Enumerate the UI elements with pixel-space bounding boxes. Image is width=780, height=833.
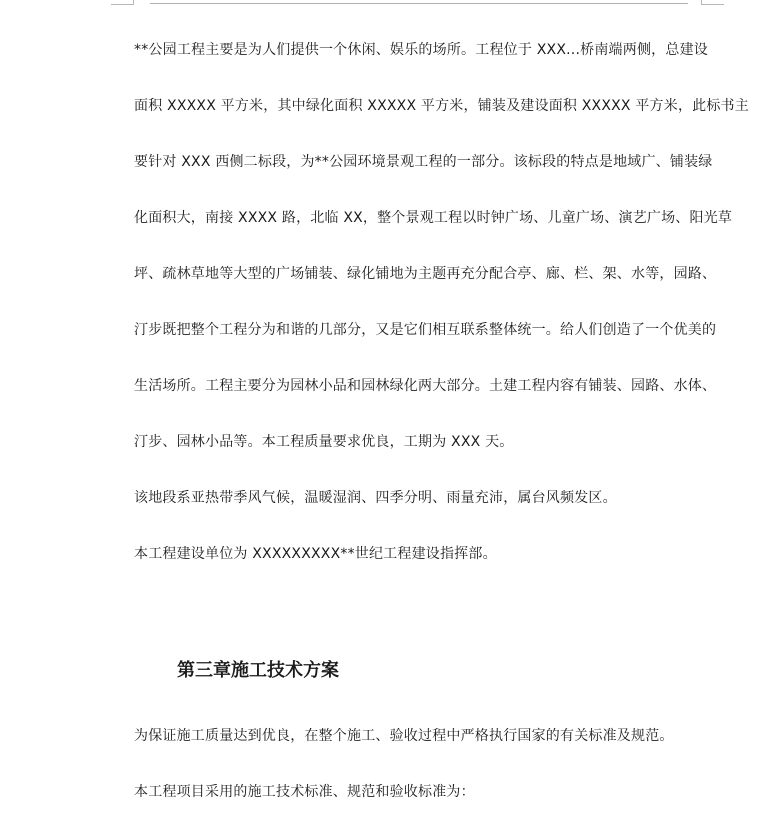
standards-paragraph: 本工程项目采用的施工技术标准、规范和验收标准为：	[134, 784, 475, 800]
owner-paragraph: 本工程建设单位为 XXXXXXXXX**世纪工程建设指挥部。	[134, 546, 497, 562]
quality-paragraph: 为保证施工质量达到优良，在整个施工、验收过程中严格执行国家的有关标准及规范。	[134, 728, 674, 744]
intro-line-1: **公园工程主要是为人们提供一个休闲、娱乐的场所。工程位于 XXX...桥南端两侧，总建设	[134, 42, 708, 58]
intro-line-2: 面积 XXXXX 平方米，其中绿化面积 XXXXX 平方米，铺装及建设面积 XXXXX 平方米，此标书主	[134, 98, 749, 114]
climate-paragraph: 该地段系亚热带季风气候，温暖湿润、四季分明、雨量充沛，属台风频发区。	[134, 490, 617, 506]
intro-line-7: 生活场所。工程主要分为园林小品和园林绿化两大部分。土建工程内容有铺装、园路、水体、	[134, 378, 717, 394]
intro-line-6: 汀步既把整个工程分为和谐的几部分，又是它们相互联系整体统一。给人们创造了一个优美的	[134, 322, 717, 338]
header-rule	[150, 3, 688, 4]
chapter-title: 第三章施工技术方案	[177, 660, 339, 681]
intro-line-3: 要针对 XXX 西侧二标段，为**公园环境景观工程的一部分。该标段的特点是地域广、铺装绿	[134, 154, 713, 170]
intro-line-5: 坪、疏林草地等大型的广场铺装、绿化铺地为主题再充分配合亭、廊、栏、架、水等，园路、	[134, 266, 717, 282]
top-right-margin-mark	[701, 0, 724, 5]
intro-line-8: 汀步、园林小品等。本工程质量要求优良，工期为 XXX 天。	[134, 434, 514, 450]
top-left-margin-mark	[111, 0, 134, 5]
intro-line-4: 化面积大，南接 XXXX 路，北临 XX，整个景观工程以时钟广场、儿童广场、演艺广场、阳光草	[134, 210, 733, 226]
